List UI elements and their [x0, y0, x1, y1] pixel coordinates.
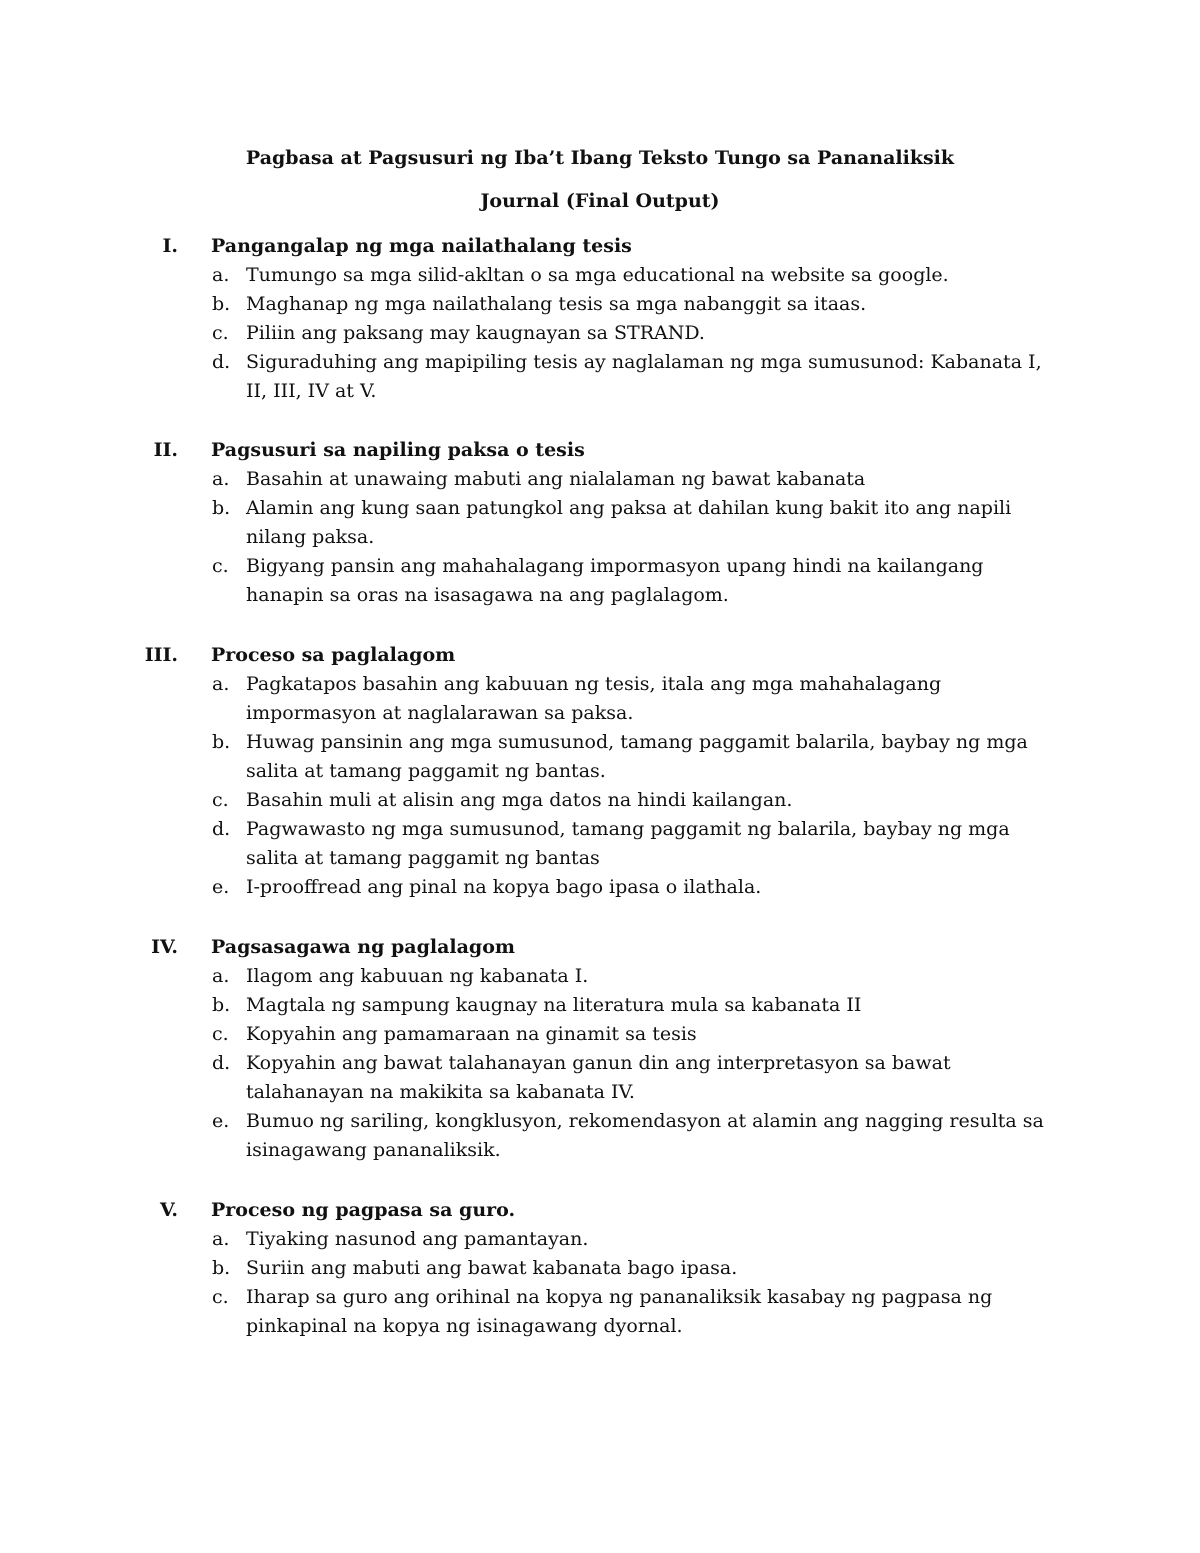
item-text: Alamin ang kung saan patungkol ang paksa at dahilan kung bakit ito ang napili nilang paksa.: [246, 497, 1012, 548]
item-text: Basahin muli at alisin ang mga datos na hindi kailangan.: [246, 789, 793, 811]
item-letter: a.: [212, 264, 230, 286]
list-item: [0, 465, 1200, 494]
item-letter: b.: [212, 994, 231, 1016]
section-header: [0, 1196, 1200, 1225]
section-heading: Proceso sa paglalagom: [211, 644, 456, 666]
section-numeral: IV.: [151, 936, 178, 958]
item-text: Suriin ang mabuti ang bawat kabanata bago ipasa.: [246, 1257, 738, 1279]
list-item: [0, 1020, 1200, 1049]
item-text: Ilagom ang kabuuan ng kabanata I.: [246, 965, 589, 987]
section-header: [0, 436, 1200, 465]
item-letter: b.: [212, 1257, 231, 1279]
item-text: Tumungo sa mga silid-akltan o sa mga educational na website sa google.: [246, 264, 949, 286]
list-item: [0, 873, 1200, 902]
section-header: [0, 933, 1200, 962]
item-text: Pagwawasto ng mga sumusunod, tamang paggamit ng balarila, baybay ng mga salita at tamang paggamit ng bantas: [246, 818, 1010, 869]
item-letter: e.: [212, 876, 230, 898]
list-item: [0, 348, 1200, 406]
list-item: [0, 261, 1200, 290]
item-letter: a.: [212, 1228, 230, 1250]
section-numeral: II.: [153, 439, 178, 461]
section-5: [0, 1196, 1200, 1341]
item-letter: c.: [212, 1023, 229, 1045]
item-text: Iharap sa guro ang orihinal na kopya ng pananaliksik kasabay ng pagpasa ng pinkapinal na kopya ng isinagawang dyornal.: [246, 1286, 993, 1337]
item-letter: a.: [212, 468, 230, 490]
item-text: Piliin ang paksang may kaugnayan sa STRAND.: [246, 322, 705, 344]
section-numeral: III.: [144, 644, 178, 666]
item-text: Tiyaking nasunod ang pamantayan.: [246, 1228, 589, 1250]
item-text: I-prooffread ang pinal na kopya bago ipasa o ilathala.: [246, 876, 762, 898]
item-letter: b.: [212, 731, 231, 753]
list-item: [0, 552, 1200, 610]
list-item: [0, 1225, 1200, 1254]
section-header: [0, 232, 1200, 261]
item-letter: d.: [212, 818, 231, 840]
item-letter: c.: [212, 555, 229, 577]
list-item: [0, 319, 1200, 348]
section-heading: Pangangalap ng mga nailathalang tesis: [211, 235, 632, 257]
item-letter: b.: [212, 497, 231, 519]
item-text: Siguraduhing ang mapipiling tesis ay naglalaman ng mga sumusunod: Kabanata I, II, III, IV at V.: [246, 351, 1042, 402]
list-item: [0, 991, 1200, 1020]
item-text: Bigyang pansin ang mahahalagang impormasyon upang hindi na kailangang hanapin sa oras na isasagawa na ang paglalagom.: [246, 555, 984, 606]
item-text: Maghanap ng mga nailathalang tesis sa mga nabanggit sa itaas.: [246, 293, 867, 315]
item-text: Pagkatapos basahin ang kabuuan ng tesis, itala ang mga mahahalagang impormasyon at naglalarawan sa paksa.: [246, 673, 942, 724]
list-item: [0, 1283, 1200, 1341]
section-heading: Pagsasagawa ng paglalagom: [211, 936, 515, 958]
item-letter: d.: [212, 1052, 231, 1074]
item-letter: c.: [212, 1286, 229, 1308]
list-item: [0, 815, 1200, 873]
item-text: Magtala ng sampung kaugnay na literatura mula sa kabanata II: [246, 994, 862, 1016]
item-letter: c.: [212, 322, 229, 344]
item-letter: c.: [212, 789, 229, 811]
item-text: Bumuo ng sariling, kongklusyon, rekomendasyon at alamin ang nagging resulta sa isinagawang pananaliksik.: [246, 1110, 1044, 1161]
section-numeral: I.: [162, 235, 178, 257]
item-text: Kopyahin ang pamamaraan na ginamit sa tesis: [246, 1023, 697, 1045]
section-heading: Pagsusuri sa napiling paksa o tesis: [211, 439, 585, 461]
list-item: [0, 290, 1200, 319]
item-letter: d.: [212, 351, 231, 373]
document-title: Pagbasa at Pagsusuri ng Iba’t Ibang Teksto Tungo sa Pananaliksik: [245, 147, 955, 169]
section-header: [0, 641, 1200, 670]
list-item: [0, 962, 1200, 991]
section-numeral: V.: [159, 1199, 178, 1221]
item-text: Kopyahin ang bawat talahanayan ganun din ang interpretasyon sa bawat talahanayan na makikita sa kabanata IV.: [246, 1052, 951, 1103]
section-heading: Proceso ng pagpasa sa guro.: [211, 1199, 516, 1221]
item-letter: a.: [212, 673, 230, 695]
section-4: [0, 933, 1200, 1165]
list-item: [0, 670, 1200, 728]
list-item: [0, 728, 1200, 786]
section-1: [0, 232, 1200, 406]
item-letter: a.: [212, 965, 230, 987]
document-subtitle: Journal (Final Output): [480, 190, 720, 212]
item-text: Huwag pansinin ang mga sumusunod, tamang paggamit balarila, baybay ng mga salita at tamang paggamit ng bantas.: [246, 731, 1028, 782]
list-item: [0, 1254, 1200, 1283]
list-item: [0, 494, 1200, 552]
section-3: [0, 641, 1200, 902]
item-letter: e.: [212, 1110, 230, 1132]
section-2: [0, 436, 1200, 610]
item-text: Basahin at unawaing mabuti ang nialalaman ng bawat kabanata: [246, 468, 866, 490]
list-item: [0, 786, 1200, 815]
item-letter: b.: [212, 293, 231, 315]
list-item: [0, 1107, 1200, 1165]
list-item: [0, 1049, 1200, 1107]
